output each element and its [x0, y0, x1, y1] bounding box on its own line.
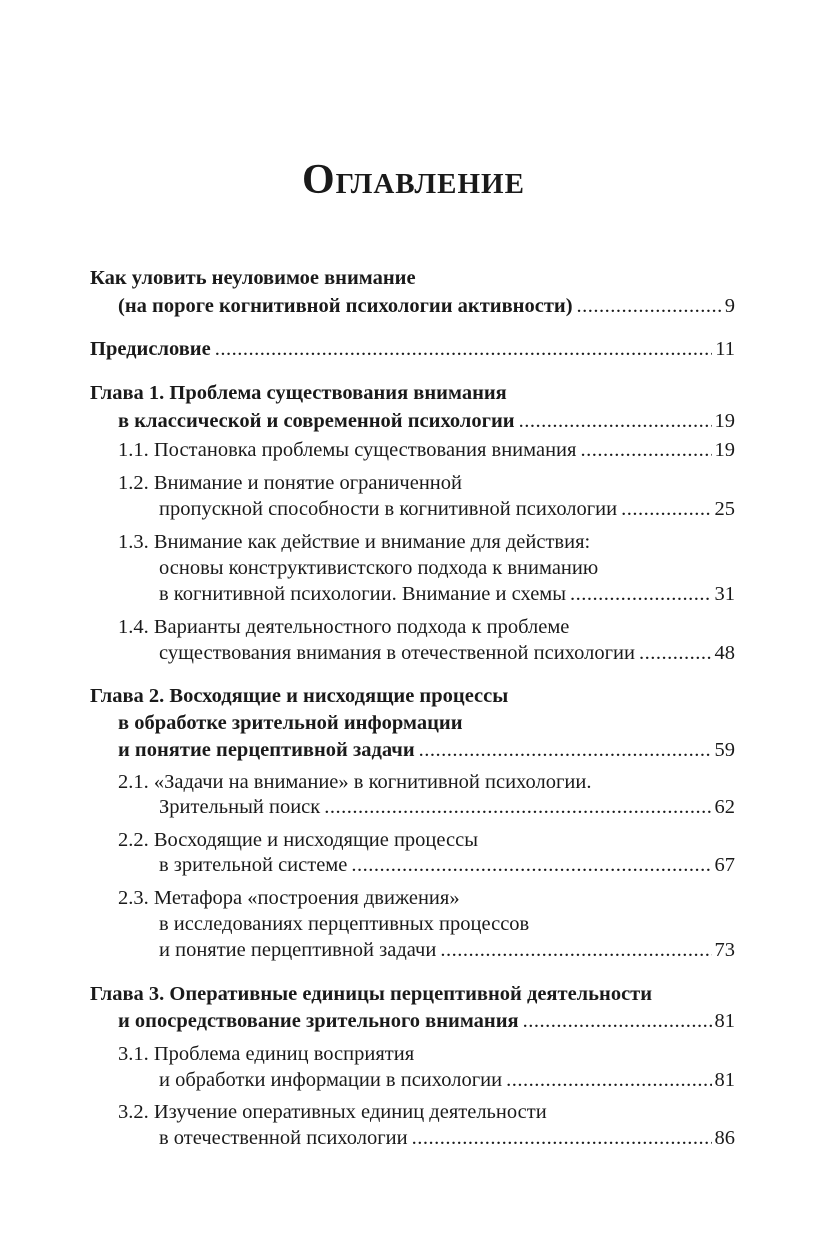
toc-section-1-3-line-1: 1.3. Внимание как действие и внимание для действия:: [118, 531, 591, 553]
toc-entry-section-2-1[interactable]: [159, 793, 735, 822]
toc-entry-title: существования внимания в отечественной психологии: [159, 642, 635, 664]
toc-entry-title: и понятие перцептивной задачи: [159, 939, 437, 961]
toc-section-2-3-line-2: в исследованиях перцептивных процессов: [159, 913, 530, 935]
toc-entry-section-1-4[interactable]: [159, 639, 735, 668]
dot-leader: [621, 495, 711, 524]
toc-entry-section-1-2[interactable]: [159, 495, 735, 524]
toc-entry-title: пропускной способности в когнитивной психологии: [159, 498, 618, 520]
dot-leader: [440, 936, 711, 965]
toc-entry-title: и понятие перцептивной задачи: [118, 739, 415, 761]
toc-chapter-1-line-1: Глава 1. Проблема существования внимания: [90, 382, 507, 404]
toc-entry-section-2-2[interactable]: [159, 851, 735, 880]
toc-section-2-2-line-1: 2.2. Восходящие и нисходящие процессы: [118, 829, 478, 851]
toc-entry-section-3-2[interactable]: [159, 1124, 735, 1153]
page-number: 19: [714, 410, 735, 432]
dot-leader: [506, 1066, 711, 1095]
dot-leader: [580, 436, 711, 465]
toc-entry-section-1-3[interactable]: [159, 580, 735, 609]
page-number: 81: [714, 1069, 735, 1091]
toc-entry-section-1-1[interactable]: [118, 436, 735, 465]
dot-leader: [351, 851, 711, 880]
page-number: 62: [714, 796, 735, 818]
toc-entry-title: Предисловие: [90, 338, 211, 360]
page-number: 48: [714, 642, 735, 664]
page-number: 67: [714, 854, 735, 876]
toc-entry-title: Зрительный поиск: [159, 796, 321, 818]
dot-leader: [639, 639, 712, 668]
page-number: 11: [715, 338, 735, 360]
toc-entry-title: в классической и современной психологии: [118, 410, 515, 432]
dot-leader: [324, 793, 711, 822]
dot-leader: [215, 335, 713, 364]
dot-leader: [577, 292, 722, 321]
toc-entry-title: в когнитивной психологии. Внимание и схемы: [159, 583, 567, 605]
toc-section-1-3-line-2: основы конструктивистского подхода к вниманию: [159, 557, 599, 579]
toc-entry-title: 1.1. Постановка проблемы существования внимания: [118, 439, 577, 461]
toc-section-3-2-line-1: 3.2. Изучение оперативных единиц деятельности: [118, 1101, 547, 1123]
page-number: 86: [714, 1127, 735, 1149]
toc-chapter-3-line-1: Глава 3. Оперативные единицы перцептивной деятельности: [90, 983, 653, 1005]
toc-section-2-3-line-1: 2.3. Метафора «построения движения»: [118, 887, 460, 909]
dot-leader: [412, 1124, 712, 1153]
page-number: 9: [724, 295, 735, 317]
page-number: 73: [714, 939, 735, 961]
toc-section-1-4-line-1: 1.4. Варианты деятельностного подхода к проблеме: [118, 616, 570, 638]
toc-entry-title: в отечественной психологии: [159, 1127, 408, 1149]
page-number: 19: [714, 439, 735, 461]
page-number: 81: [714, 1010, 735, 1032]
toc-chapter-2-line-2: в обработке зрительной информации: [118, 712, 463, 734]
toc-entry-chapter-2[interactable]: [118, 736, 735, 765]
page-number: 31: [714, 583, 735, 605]
toc-entry-title: и опосредствование зрительного внимания: [118, 1010, 519, 1032]
toc-section-2-1-line-1: 2.1. «Задачи на внимание» в когнитивной психологии.: [118, 771, 592, 793]
page-number: 59: [714, 739, 735, 761]
toc-entry-title: и обработки информации в психологии: [159, 1069, 503, 1091]
toc-entry-preface[interactable]: [90, 335, 735, 364]
dot-leader: [419, 736, 712, 765]
toc-entry-title: в зрительной системе: [159, 854, 348, 876]
page-title: Оглавление: [302, 157, 525, 203]
toc-entry-section-3-1[interactable]: [159, 1066, 735, 1095]
toc-entry-intro[interactable]: [118, 292, 735, 321]
toc-intro-line-1: Как уловить неуловимое внимание: [90, 267, 416, 289]
dot-leader: [523, 1007, 712, 1036]
toc-entry-title: (на пороге когнитивной психологии активности): [118, 295, 573, 317]
dot-leader: [570, 580, 711, 609]
dot-leader: [519, 407, 712, 436]
toc-entry-chapter-3[interactable]: [118, 1007, 735, 1036]
toc-chapter-2-line-1: Глава 2. Восходящие и нисходящие процессы: [90, 685, 509, 707]
toc-entry-chapter-1[interactable]: [118, 407, 735, 436]
toc-section-1-2-line-1: 1.2. Внимание и понятие ограниченной: [118, 472, 462, 494]
toc-entry-section-2-3[interactable]: [159, 936, 735, 965]
toc-section-3-1-line-1: 3.1. Проблема единиц восприятия: [118, 1043, 415, 1065]
page-number: 25: [714, 498, 735, 520]
